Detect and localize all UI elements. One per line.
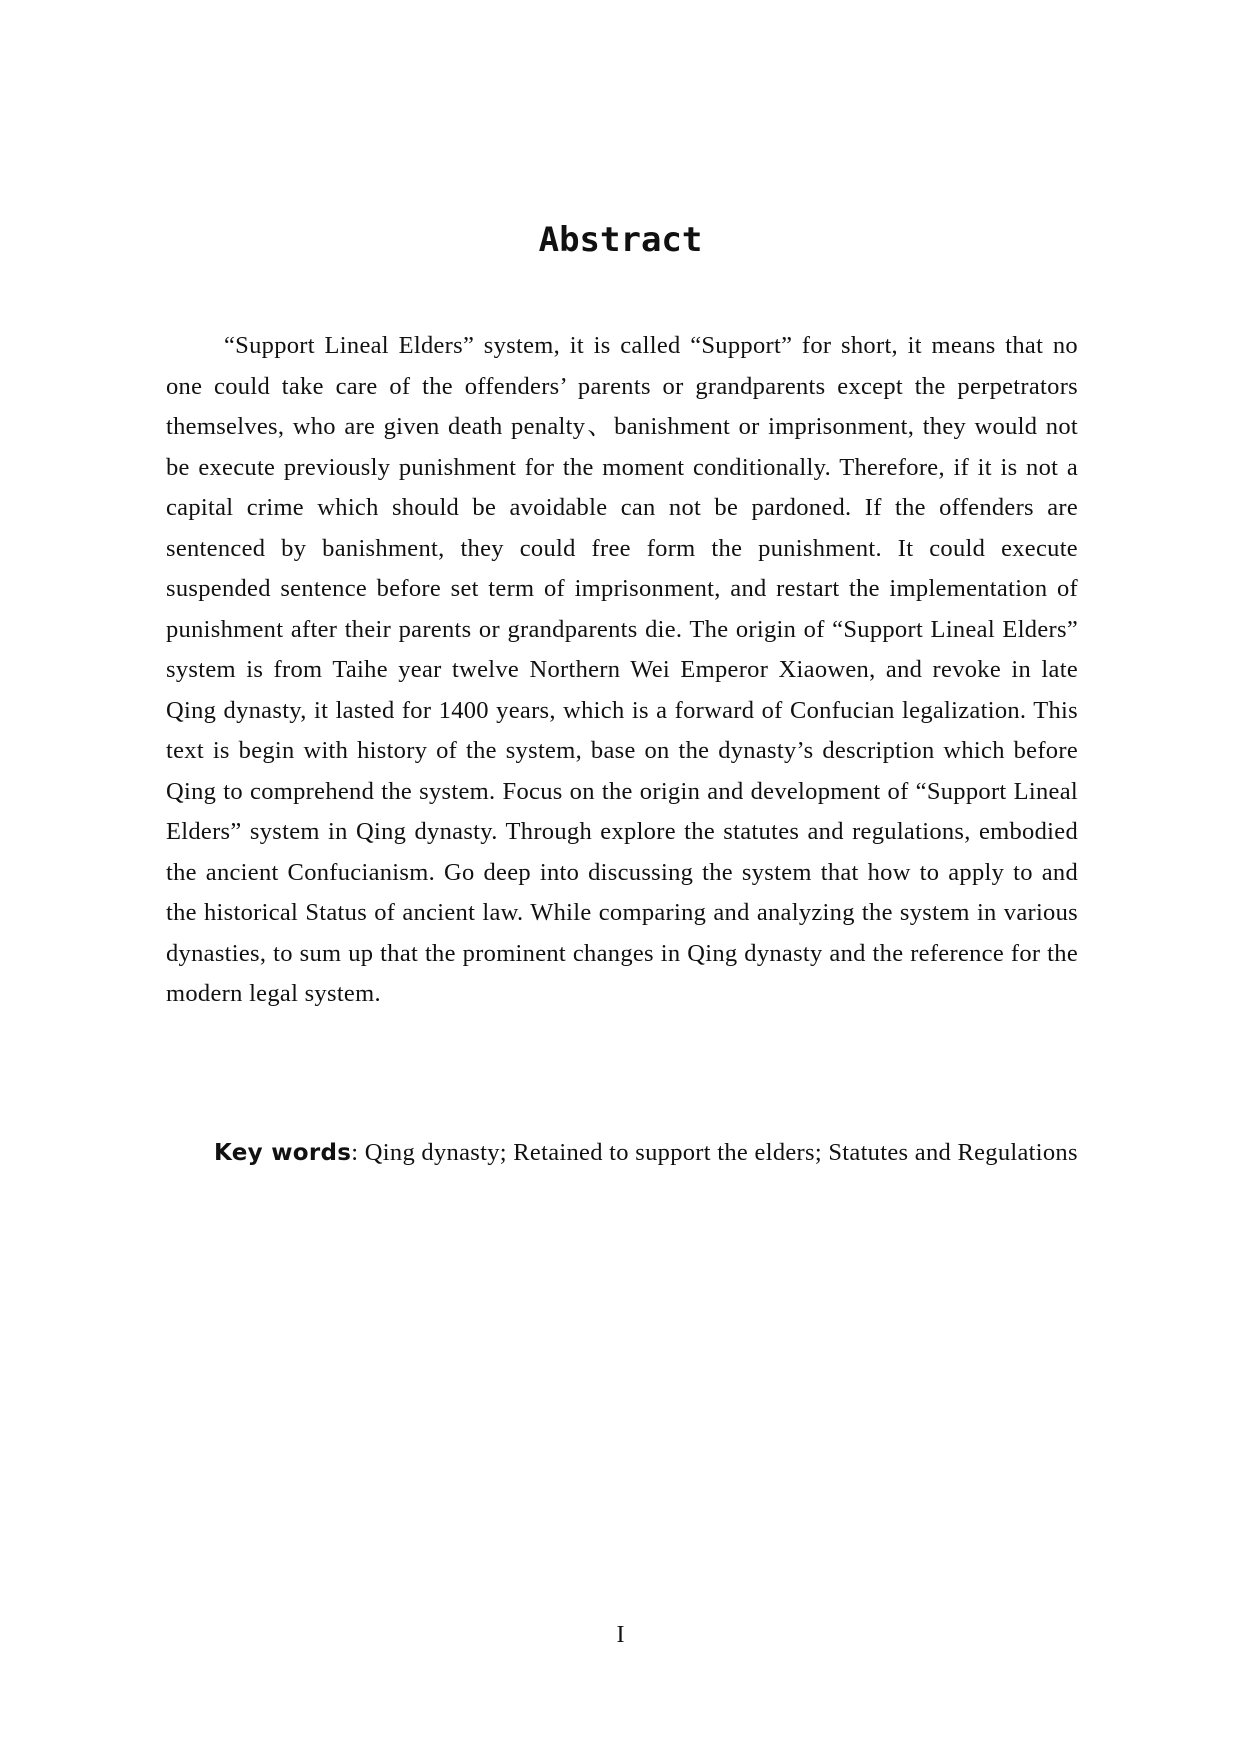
keywords-label: Key words <box>214 1140 352 1166</box>
keywords-paragraph <box>166 1133 1078 1174</box>
page-number: I <box>616 1622 625 1648</box>
page-title: Abstract <box>538 220 703 260</box>
abstract-paragraph: “Support Lineal Elders” system, it is called “Support” for short, it means that no one could take care of the offenders’ parents or grandparents except the perpetrators themselves, who are given death penalty、banishment or imprisonment, they would not be execute previously punishment for the moment conditionally. Therefore, if it is not a capital crime which should be avoidable can not be pardoned. If the offenders are sentenced by banishment, they could free form the punishment. It could execute suspended sentence before set term of imprisonment, and restart the implementation of punishment after their parents or grandparents die. The origin of “Support Lineal Elders” system is from Taihe year twelve Northern Wei Emperor Xiaowen, and revoke in late Qing dynasty, it lasted for 1400 years, which is a forward of Confucian legalization. This text is begin with history of the system, base on the dynasty’s description which before Qing to comprehend the system. Focus on the origin and development of “Support Lineal Elders” system in Qing dynasty. Through explore the statutes and regulations, embodied the ancient Confucianism. Go deep into discussing the system that how to apply to and the historical Status of ancient law. While comparing and analyzing the system in various dynasties, to sum up that the prominent changes in Qing dynasty and the reference for the modern legal system. <box>166 332 1078 1007</box>
keywords-text: : Qing dynasty; Retained to support the elders; Statutes and Regulations <box>351 1139 1078 1166</box>
